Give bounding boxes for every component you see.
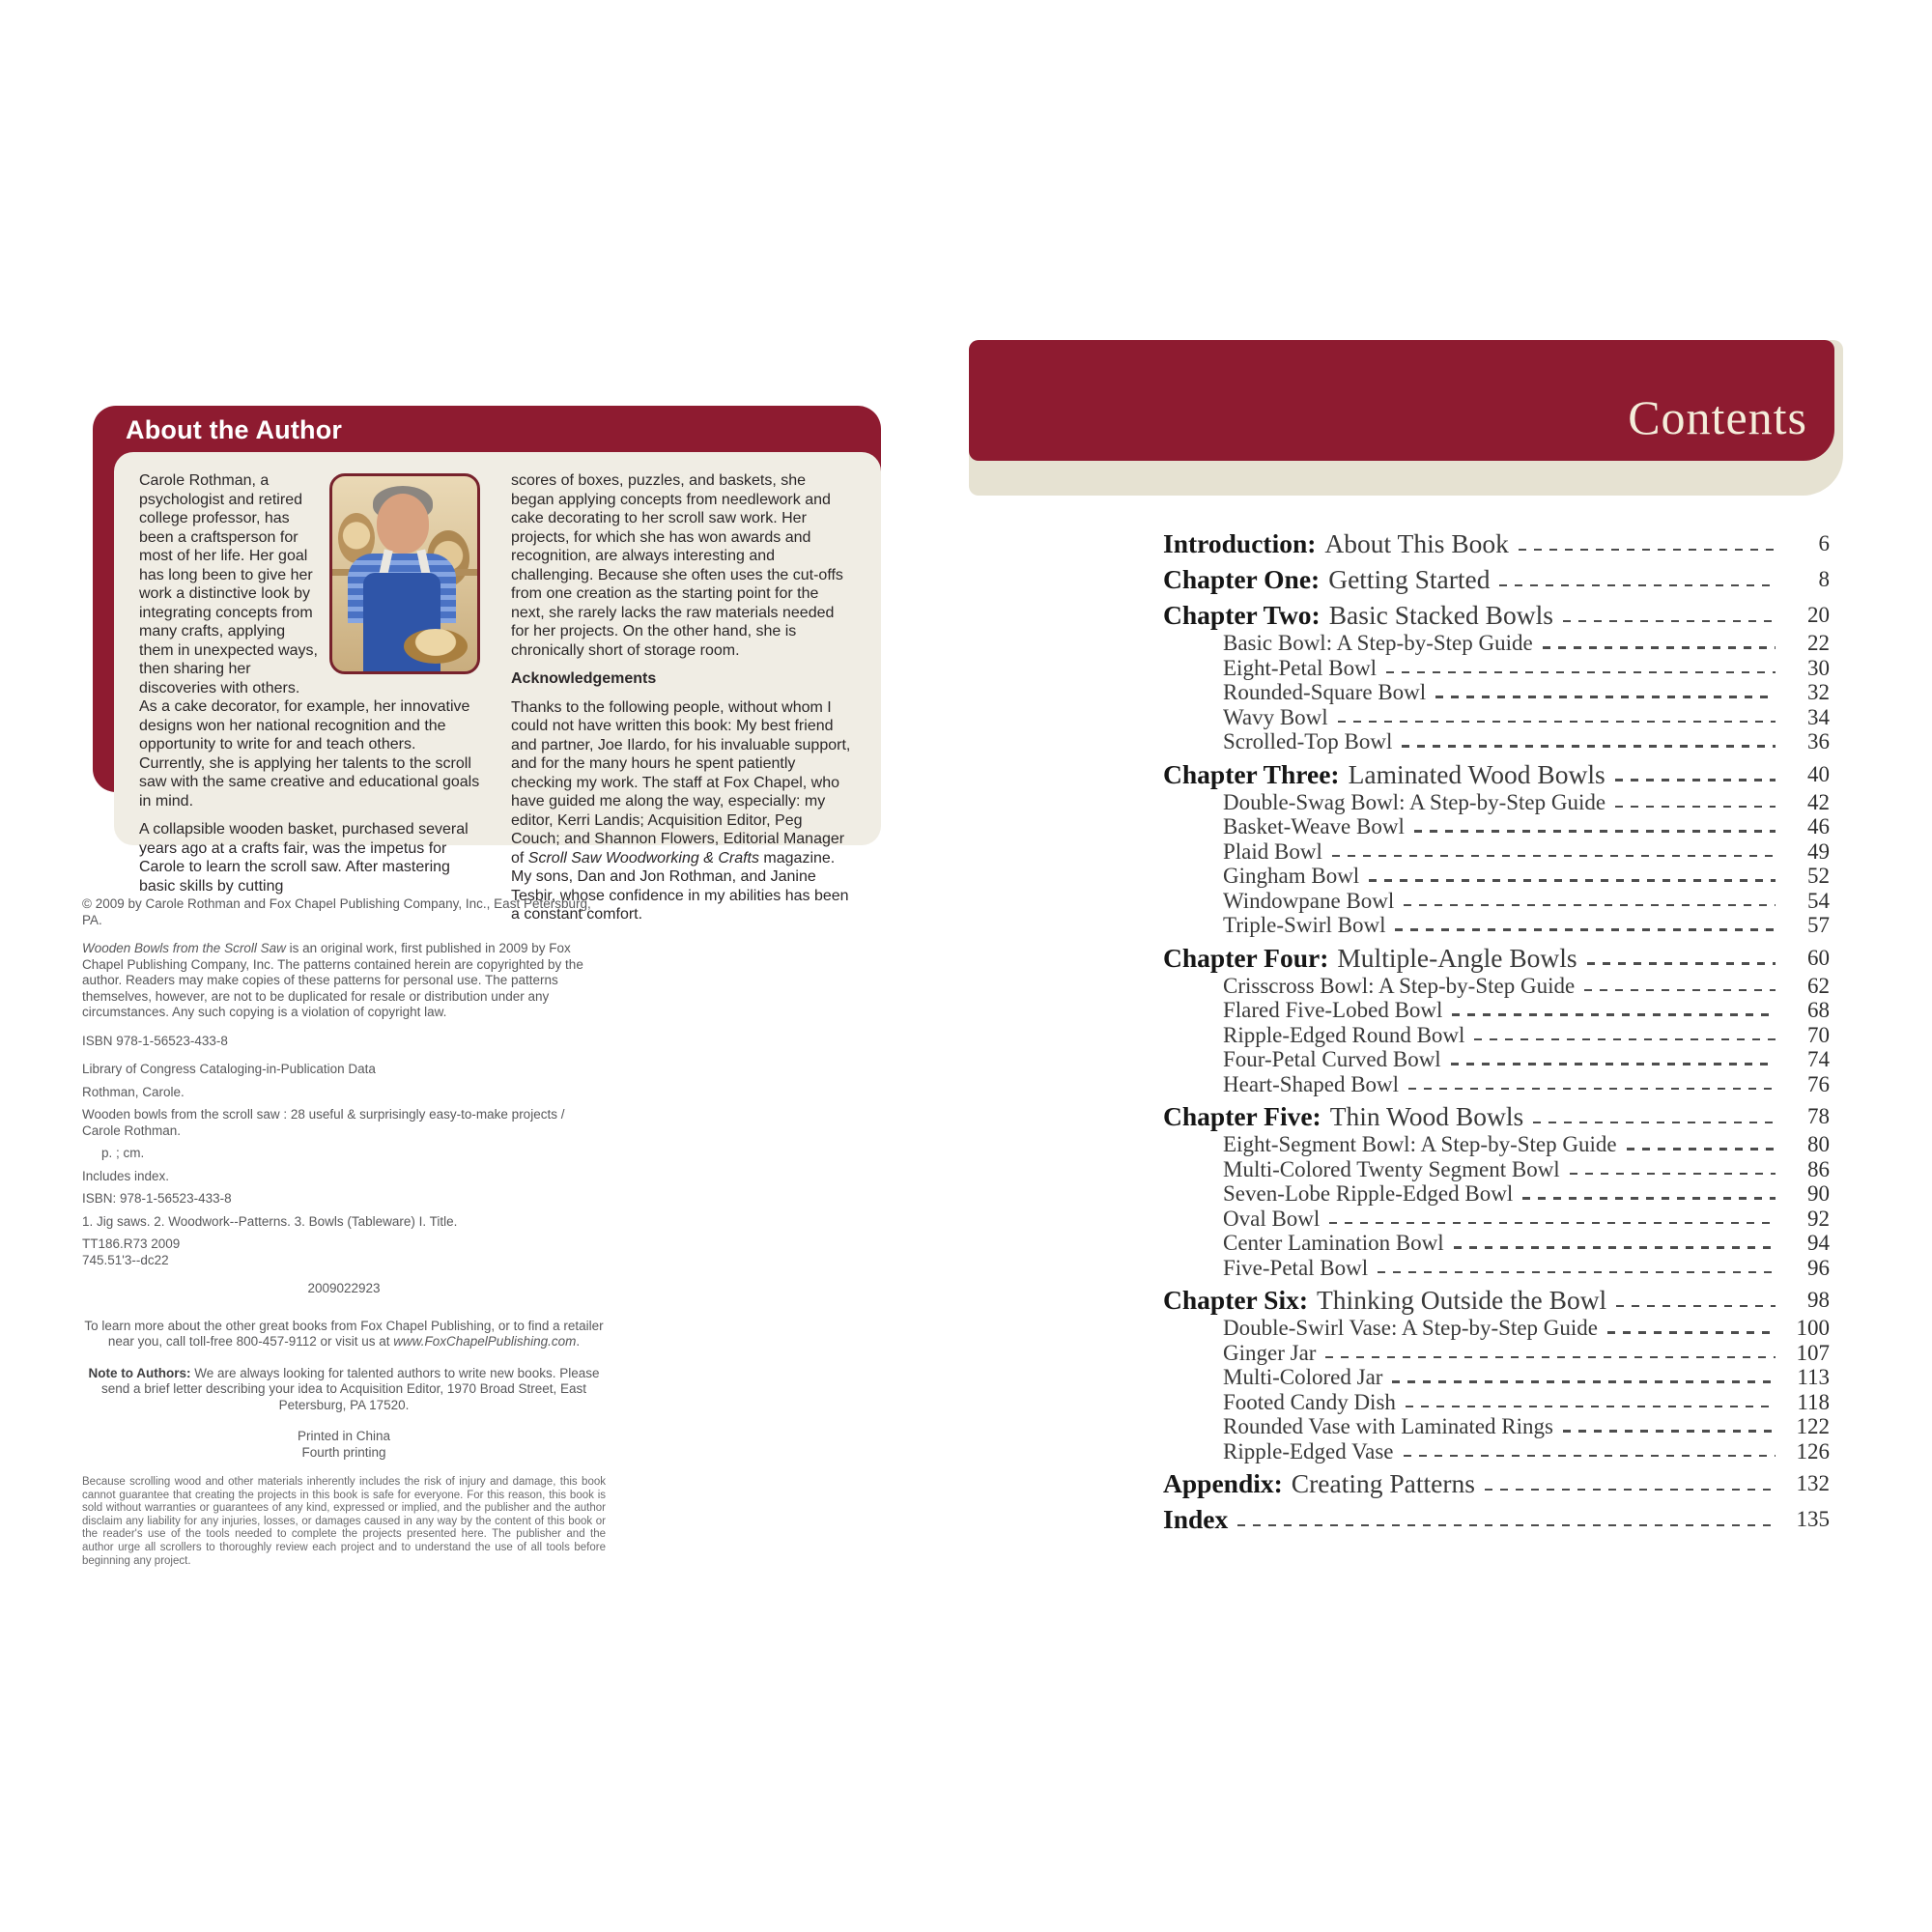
toc-entry [1163,1072,1830,1097]
toc-entry-page-number: 86 [1807,1156,1830,1181]
contents-banner [969,340,1834,461]
toc-entry-page-number: 49 [1807,838,1830,864]
author-line: Rothman, Carole. [82,1084,185,1099]
toc-entry [1163,974,1830,999]
publisher-url-italic: www.FoxChapelPublishing.com [393,1334,577,1349]
dewey-number-line: 745.51'3--dc22 [82,1252,169,1267]
learn-more-text: To learn more about the other great books from Fox Chapel Publishing, or to find a retailer near you, call toll-free 800-457-9112 or visit us at [84,1318,604,1349]
toc-entry-title: Footed Candy Dish [1223,1389,1396,1414]
toc-dotted-leader [1386,671,1776,674]
toc-entry-title: Ripple-Edged Vase [1223,1438,1394,1463]
toc-entry-page-number: 54 [1807,888,1830,913]
toc-entry [1163,1390,1830,1415]
toc-entry-label: Chapter Five: [1163,1101,1321,1131]
author-photo [329,473,480,674]
printing-line: Fourth printing [301,1444,386,1460]
toc-dotted-leader [1563,1430,1776,1433]
toc-entry-page-number: 20 [1807,603,1830,627]
toc-entry-page-number: 107 [1796,1340,1830,1365]
toc-entry-page-number: 68 [1807,998,1830,1022]
toc-entry [1163,527,1830,559]
toc-dotted-leader [1627,1148,1776,1151]
book-title-italic: Wooden Bowls from the Scroll Saw [82,941,286,955]
toc-entry-page-number: 132 [1796,1471,1830,1495]
toc-entry-page-number: 98 [1807,1288,1830,1312]
note-to-authors-paragraph [82,1366,606,1414]
toc-entry-title: Windowpane Bowl [1223,888,1395,913]
toc-entry-label: Chapter One: [1163,564,1321,594]
toc-dotted-leader [1325,1356,1776,1359]
about-column-right [511,471,852,923]
about-paragraph: A collapsible wooden basket, purchased several years ago at a crafts fair, was the impetus for Carole to learn the scroll saw. After mastering basic skills by cutting [139,821,469,895]
toc-entry-title: Thinking Outside the Bowl [1317,1285,1607,1315]
toc-entry-page-number: 92 [1807,1206,1830,1231]
toc-entry [1163,758,1830,790]
toc-entry-title: Eight-Segment Bowl: A Step-by-Step Guide [1223,1132,1617,1156]
toc-dotted-leader [1378,1271,1776,1274]
toc-dotted-leader [1485,1489,1776,1492]
toc-dotted-leader [1615,779,1776,781]
toc-dotted-leader [1402,745,1776,748]
toc-entry [1163,705,1830,730]
toc-entry-title: Multiple-Angle Bowls [1337,942,1577,973]
original-work-text: is an original work, first published in 2009 by Fox Chapel Publishing Company, Inc. The patterns contained herein are copyrighted by the author. Readers may make copies of these patterns for personal use. The patterns themselves, however, are not to be duplicated for resale or distribution under any circumstances. Any such copying is a violation of copyright law. [82,941,583,1019]
toc-entry-page-number: 74 [1807,1047,1830,1071]
toc-entry-title: Basket-Weave Bowl [1223,814,1405,838]
about-column-left [139,471,480,895]
toc-entry-page-number: 100 [1796,1316,1830,1340]
toc-entry [1163,680,1830,705]
toc-dotted-leader [1404,904,1776,907]
toc-entry-title: Wavy Bowl [1223,704,1328,729]
toc-entry-title: Eight-Petal Bowl [1223,655,1378,680]
toc-dotted-leader [1392,1380,1776,1383]
toc-dotted-leader [1329,1222,1776,1225]
magazine-title-italic: Scroll Saw Woodworking & Crafts [527,849,759,867]
toc-entry-title: Crisscross Bowl: A Step-by-Step Guide [1223,973,1576,998]
learn-more-paragraph [82,1319,606,1350]
toc-dotted-leader [1615,806,1776,809]
toc-entry-title: Double-Swirl Vase: A Step-by-Step Guide [1223,1316,1598,1340]
toc-entry [1163,942,1830,974]
toc-entry-label: Introduction: [1163,528,1317,558]
toc-dotted-leader [1404,1455,1776,1458]
toc-entry [1163,729,1830,754]
toc-dotted-leader [1435,696,1776,698]
toc-entry [1163,1047,1830,1072]
pcm-line: p. ; cm. [101,1146,145,1160]
toc-entry-page-number: 94 [1807,1231,1830,1255]
toc-entry-title: Triple-Swirl Bowl [1223,913,1386,937]
ack-text: Thanks to the following people, without whom I could not have written this book: My best friend and partner, Joe Ilardo, for his invaluable support, and for the many hours he spent patiently checking my work. The staff at Fox Chapel, who have guided me along the way, especially: my editor, Kerri Landis; Acquisition Editor, Peg Couch; and Shannon Flowers, Editorial Manager of [511,698,851,867]
isbn-line-2: ISBN: 978-1-56523-433-8 [82,1191,232,1206]
toc-entry-title: Double-Swag Bowl: A Step-by-Step Guide [1223,789,1606,814]
toc-entry-page-number: 96 [1807,1255,1830,1280]
toc-entry [1163,1132,1830,1157]
toc-entry [1163,1284,1830,1316]
toc-entry-page-number: 34 [1807,704,1830,729]
toc-entry [1163,1100,1830,1132]
toc-entry [1163,563,1830,595]
catalog-number-line: TT186.R73 2009 [82,1236,181,1251]
toc-entry-label: Chapter Two: [1163,600,1321,630]
toc-entry-title: Laminated Wood Bowls [1348,758,1605,789]
original-work-paragraph [82,941,606,1021]
toc-entry-title: Getting Started [1328,564,1491,594]
toc-entry-page-number: 42 [1807,789,1830,814]
toc-entry-page-number: 60 [1807,945,1830,970]
toc-entry [1163,1207,1830,1232]
toc-entry [1163,889,1830,914]
toc-entry-page-number: 122 [1796,1414,1830,1438]
toc-dotted-leader [1570,1173,1776,1176]
printed-in-line: Printed in China [297,1429,391,1443]
toc-entry-title: Heart-Shaped Bowl [1223,1071,1400,1096]
toc-entry-title: Scrolled-Top Bowl [1223,729,1393,753]
toc-dotted-leader [1607,1331,1776,1334]
photo-author-face [377,494,429,554]
about-paragraph: Carole Rothman, a psychologist and retired college professor, has been a craftsperson for most of her life. Her goal has long been to give her work a distinctive look by integrating concepts from many crafts, applying them in unexpected ways, then sharing her discoveries with others. As a cake decorator, for example, her innovative designs won her national recognition and the opportunity to write for and teach others. Currently, she is applying her talents to the scroll saw with the same creative and educational goals in mind. [139,472,480,810]
toc-entry-label: Chapter Six: [1163,1285,1308,1315]
toc-entry [1163,1503,1830,1535]
toc-entry [1163,1157,1830,1182]
copyright-line: © 2009 by Carole Rothman and Fox Chapel Publishing Company, Inc., East Petersburg, PA. [82,896,591,927]
toc-entry [1163,1467,1830,1499]
includes-index-line: Includes index. [82,1168,170,1183]
safety-disclaimer: Because scrolling wood and other materials inherently includes the risk of injury and damage, this book cannot guarantee that creating the projects in this book is safe for everyone. For this reason, this book is sold without warranties or guarantees of any kind, expressed or implied, and the publisher and the author disclaim any liability for any injuries, losses, or damages caused in any way by the content of this book or the reader's use of the tools needed to complete the projects presented here. The publisher and the author urge all scrollers to thoroughly review each project and to understand the use of all tools before beginning any project. [82,1476,606,1567]
toc-entry-title: Flared Five-Lobed Bowl [1223,998,1443,1022]
loc-line: Library of Congress Cataloging-in-Publication Data [82,1062,376,1076]
toc-entry-page-number: 80 [1807,1132,1830,1156]
toc-dotted-leader [1454,1246,1776,1249]
toc-dotted-leader [1237,1524,1776,1527]
page-title: Contents [1628,390,1807,444]
toc-entry-page-number: 118 [1797,1389,1830,1414]
toc-entry [1163,1439,1830,1464]
about-panel-title: About the Author [126,415,343,444]
toc-dotted-leader [1338,721,1776,724]
toc-entry-label: Index [1163,1504,1229,1534]
toc-entry-title: Creating Patterns [1291,1468,1475,1498]
toc-entry [1163,599,1830,631]
toc-entry-title: Rounded Vase with Laminated Rings [1223,1414,1553,1438]
toc-entry-page-number: 22 [1807,631,1830,655]
toc-dotted-leader [1499,584,1776,587]
toc-entry-page-number: 90 [1807,1181,1830,1206]
toc-entry [1163,864,1830,889]
toc-entry-page-number: 8 [1818,567,1830,591]
toc-entry [1163,1181,1830,1207]
toc-dotted-leader [1533,1122,1776,1124]
toc-entry-page-number: 70 [1807,1022,1830,1047]
toc-entry-page-number: 36 [1807,729,1830,753]
toc-dotted-leader [1519,549,1776,552]
toc-entry [1163,1231,1830,1256]
toc-entry-title: Center Lamination Bowl [1223,1231,1444,1255]
toc-entry-label: Chapter Three: [1163,758,1340,789]
toc-entry [1163,1316,1830,1341]
toc-entry-page-number: 76 [1807,1071,1830,1096]
toc-entry-label: Appendix: [1163,1468,1283,1498]
toc-entry [1163,656,1830,681]
toc-entry-page-number: 57 [1807,913,1830,937]
toc-dotted-leader [1474,1038,1776,1041]
toc-dotted-leader [1584,989,1776,992]
toc-dotted-leader [1408,1088,1776,1091]
toc-entry-title: Five-Petal Bowl [1223,1255,1369,1280]
toc-entry [1163,1414,1830,1439]
toc-dotted-leader [1587,962,1776,965]
toc-entry-title: Basic Bowl: A Step-by-Step Guide [1223,631,1533,655]
toc-dotted-leader [1616,1305,1776,1308]
photo-wooden-bowl [404,629,468,664]
toc-entry [1163,790,1830,815]
toc-entry-title: Multi-Colored Twenty Segment Bowl [1223,1156,1560,1181]
acknowledgements-heading: Acknowledgements [511,670,657,687]
toc-entry-title: Oval Bowl [1223,1206,1321,1231]
toc-entry [1163,1256,1830,1281]
toc-entry-title: Ripple-Edged Round Bowl [1223,1022,1465,1047]
toc-dotted-leader [1369,879,1776,882]
toc-entry-title: About This Book [1324,528,1509,558]
toc-entry [1163,913,1830,938]
control-number: 2009022923 [307,1281,381,1295]
note-to-authors-lead: Note to Authors: [88,1365,191,1380]
toc-dotted-leader [1451,1063,1776,1065]
toc-dotted-leader [1406,1406,1776,1408]
toc-entry-page-number: 6 [1818,531,1830,555]
toc-entry-page-number: 30 [1807,655,1830,680]
toc-entry-title: Thin Wood Bowls [1329,1101,1524,1131]
toc-dotted-leader [1452,1013,1776,1016]
toc-dotted-leader [1543,646,1776,649]
toc-entry-label: Chapter Four: [1163,942,1329,973]
toc-entry-page-number: 135 [1796,1507,1830,1531]
toc-entry-page-number: 126 [1796,1438,1830,1463]
toc-dotted-leader [1563,620,1776,623]
toc-entry-page-number: 78 [1807,1104,1830,1128]
toc-entry [1163,998,1830,1023]
toc-entry-page-number: 40 [1807,761,1830,786]
toc-entry-page-number: 62 [1807,973,1830,998]
toc-entry-title: Basic Stacked Bowls [1328,600,1553,630]
about-paragraph: scores of boxes, puzzles, and baskets, she began applying concepts from needlework and cake decorating to her scroll saw work. Her projects, for which she has won awards and recognition, are always interesting and challenging. Because she often uses the cut-offs from one creation as the starting point for the next, she rarely lacks the raw materials needed for her projects. On the other hand, she is chronically short of storage room. [511,472,843,659]
toc-entry-title: Plaid Bowl [1223,838,1322,864]
subjects-line: 1. Jig saws. 2. Woodwork--Patterns. 3. Bowls (Tableware) I. Title. [82,1213,458,1229]
toc-entry-page-number: 113 [1797,1365,1830,1389]
toc-entry [1163,814,1830,839]
toc-entry [1163,839,1830,865]
toc-entry [1163,1365,1830,1390]
toc-entry-title: Ginger Jar [1223,1340,1317,1365]
toc-dotted-leader [1395,928,1776,931]
toc-entry-page-number: 52 [1807,864,1830,888]
toc-entry-page-number: 46 [1807,814,1830,838]
note-to-authors-text: We are always looking for talented authors to write new books. Please send a brief letter describing your idea to Acquisition Editor, 1970 Broad Street, East Petersburg, PA 17520. [100,1365,600,1412]
cataloging-title-line: Wooden bowls from the scroll saw : 28 useful & surprisingly easy-to-make projects / Carole Rothman. [82,1107,565,1138]
toc-dotted-leader [1414,830,1776,833]
toc-entry [1163,631,1830,656]
toc-entry [1163,1023,1830,1048]
ack-text: magazine. My sons, Dan and Jon Rothman, and Janine Tesbir, whose confidence in my abilities has been a constant comfort. [511,849,849,923]
toc-entry-page-number: 32 [1807,680,1830,704]
toc-entry-title: Gingham Bowl [1223,864,1360,888]
toc-list [1163,527,1830,1535]
toc-entry-title: Multi-Colored Jar [1223,1365,1383,1389]
isbn-line: ISBN 978-1-56523-433-8 [82,1033,228,1048]
toc-dotted-leader [1522,1197,1776,1200]
toc-entry-title: Four-Petal Curved Bowl [1223,1047,1441,1071]
toc-entry [1163,1341,1830,1366]
acknowledgements-paragraph [511,698,852,924]
colophon-block [82,896,606,1568]
toc-entry-title: Seven-Lobe Ripple-Edged Bowl [1223,1181,1514,1206]
learn-more-text: . [576,1334,581,1349]
toc-entry-title: Rounded-Square Bowl [1223,680,1427,704]
toc-dotted-leader [1332,855,1776,858]
